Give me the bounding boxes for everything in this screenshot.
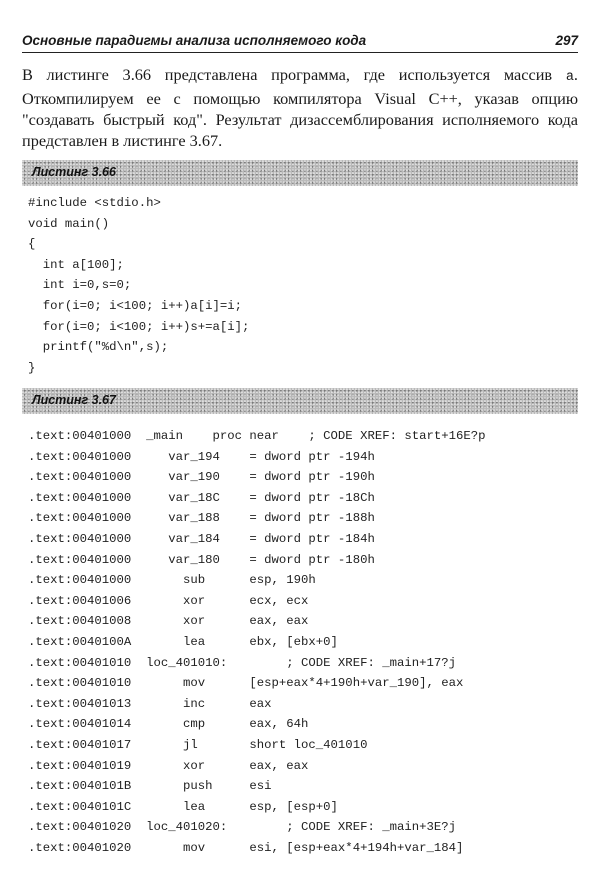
code-line: .text:00401000 var_190 = dword ptr -190h	[28, 470, 375, 485]
code-line: .text:00401010 loc_401010: ; CODE XREF: _main+17?j	[28, 655, 457, 670]
code-line: .text:0040100A lea ebx, [ebx+0]	[28, 634, 338, 649]
code-line: int i=0,s=0;	[28, 278, 132, 293]
listing-367-header	[22, 388, 578, 414]
intro-text-after: . Откомпилируем ее с помощью компилятора Visual C++, указав опцию "создавать быстрый код". Результат дизассемблирования исполняемого кода представлен в листинге 3.67.	[22, 65, 578, 150]
listing-366-code	[28, 193, 578, 378]
code-line: int a[100];	[28, 257, 124, 272]
code-line: .text:00401010 mov [esp+eax*4+190h+var_190], eax	[28, 676, 464, 691]
intro-paragraph	[22, 64, 578, 151]
code-line: .text:00401000 var_184 = dword ptr -184h	[28, 531, 375, 546]
code-line: .text:00401020 mov esi, [esp+eax*4+194h+var_184]	[28, 840, 464, 855]
code-line: }	[28, 360, 36, 375]
code-line: .text:00401019 xor eax, eax	[28, 758, 309, 773]
code-line: .text:00401000 var_188 = dword ptr -188h	[28, 511, 375, 526]
code-line: .text:00401013 inc eax	[28, 696, 272, 711]
page-number: 297	[555, 33, 578, 48]
code-line: .text:0040101B push esi	[28, 779, 272, 794]
running-header	[22, 30, 578, 53]
code-line: {	[28, 237, 36, 252]
running-header-title: Основные парадигмы анализа исполняемого кода	[22, 33, 367, 48]
intro-text-before: В листинге 3.66 представлена программа, где используется массив	[22, 65, 566, 84]
code-line: .text:00401017 jl short loc_401010	[28, 737, 368, 752]
listing-367-label: Листинг 3.67	[32, 393, 116, 407]
code-line: .text:00401000 var_180 = dword ptr -180h	[28, 552, 375, 567]
code-line: .text:00401000 var_18C = dword ptr -18Ch	[28, 490, 375, 505]
code-line: .text:00401020 loc_401020: ; CODE XREF: _main+3E?j	[28, 820, 457, 835]
listing-366-header	[22, 160, 578, 186]
code-line: .text:00401006 xor ecx, ecx	[28, 593, 309, 608]
code-line: .text:00401000 _main proc near ; CODE XREF: start+16E?p	[28, 429, 486, 443]
code-line: .text:00401000 sub esp, 190h	[28, 573, 316, 588]
code-line: .text:0040101C lea esp, [esp+0]	[28, 799, 338, 814]
intro-code-word: a	[565, 70, 574, 85]
code-line: .text:00401000 var_194 = dword ptr -194h	[28, 449, 375, 464]
code-line: for(i=0; i<100; i++)s+=a[i];	[28, 319, 250, 334]
listing-367-code	[28, 426, 578, 858]
code-line: .text:00401008 xor eax, eax	[28, 614, 309, 629]
code-line: for(i=0; i<100; i++)a[i]=i;	[28, 298, 243, 313]
code-line: printf("%d\n",s);	[28, 340, 169, 355]
code-line: #include <stdio.h>	[28, 196, 161, 210]
listing-366-label: Листинг 3.66	[32, 165, 116, 179]
code-line: .text:00401014 cmp eax, 64h	[28, 717, 309, 732]
code-line: void main()	[28, 216, 110, 231]
